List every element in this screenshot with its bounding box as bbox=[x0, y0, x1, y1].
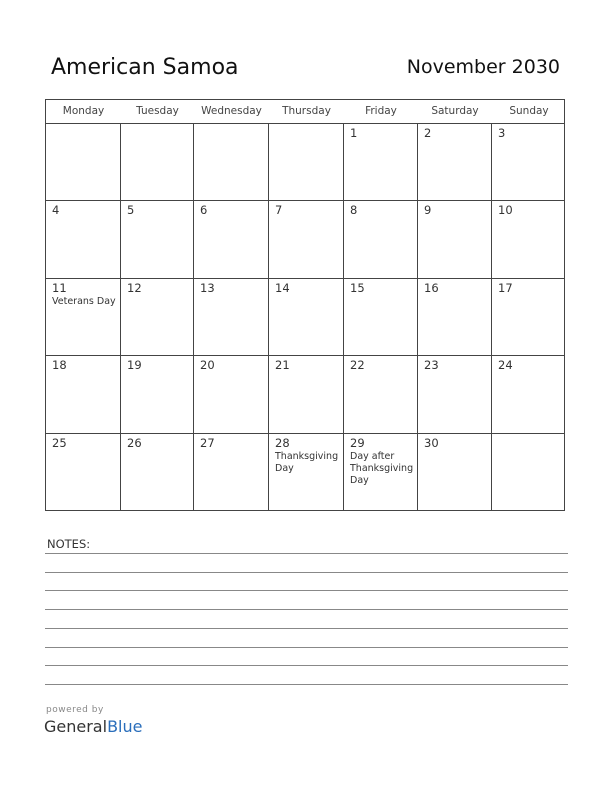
day-number: 17 bbox=[498, 281, 513, 295]
weekday-thursday: Thursday bbox=[282, 105, 331, 117]
day-cell bbox=[194, 279, 269, 356]
day-cell bbox=[121, 356, 194, 434]
day-number: 9 bbox=[424, 203, 432, 217]
note-line bbox=[45, 628, 568, 629]
day-number: 27 bbox=[200, 436, 215, 450]
day-cell bbox=[269, 201, 344, 279]
day-cell bbox=[344, 279, 418, 356]
day-cell bbox=[418, 201, 492, 279]
day-number: 13 bbox=[200, 281, 215, 295]
day-cell bbox=[269, 279, 344, 356]
day-cell bbox=[46, 434, 121, 511]
day-number: 28 bbox=[275, 436, 290, 450]
note-line bbox=[45, 572, 568, 573]
day-cell bbox=[492, 124, 566, 201]
weekday-wednesday: Wednesday bbox=[201, 105, 262, 117]
day-cell bbox=[121, 201, 194, 279]
day-cell bbox=[492, 279, 566, 356]
note-line bbox=[45, 647, 568, 648]
day-number: 20 bbox=[200, 358, 215, 372]
weekday-sunday: Sunday bbox=[509, 105, 549, 117]
notes-label: NOTES: bbox=[47, 537, 91, 551]
day-number: 15 bbox=[350, 281, 365, 295]
day-number: 6 bbox=[200, 203, 208, 217]
day-number: 21 bbox=[275, 358, 290, 372]
day-cell bbox=[121, 434, 194, 511]
day-number: 5 bbox=[127, 203, 135, 217]
calendar-grid bbox=[45, 99, 565, 511]
note-line bbox=[45, 684, 568, 685]
day-number: 30 bbox=[424, 436, 439, 450]
note-line bbox=[45, 665, 568, 666]
weekday-friday: Friday bbox=[365, 105, 397, 117]
month-year-title: November 2030 bbox=[406, 56, 560, 78]
weekday-monday: Monday bbox=[62, 105, 105, 117]
day-number: 19 bbox=[127, 358, 142, 372]
brand-logo-part1: General bbox=[44, 717, 108, 736]
note-line bbox=[45, 553, 568, 554]
holiday-label: Veterans Day bbox=[52, 296, 116, 307]
day-number: 22 bbox=[350, 358, 365, 372]
day-cell bbox=[269, 356, 344, 434]
day-number: 16 bbox=[424, 281, 439, 295]
day-number: 23 bbox=[424, 358, 439, 372]
day-cell bbox=[46, 201, 121, 279]
brand-logo-part2: Blue bbox=[107, 717, 143, 736]
day-cell bbox=[269, 124, 344, 201]
holiday-label: Thanksgiving Day bbox=[275, 451, 339, 474]
page-title: American Samoa bbox=[51, 55, 239, 80]
day-number: 3 bbox=[498, 126, 506, 140]
day-number: 11 bbox=[52, 281, 67, 295]
day-number: 12 bbox=[127, 281, 142, 295]
day-cell bbox=[492, 356, 566, 434]
holiday-label: Day after Thanksgiving Day bbox=[350, 451, 414, 486]
day-number: 8 bbox=[350, 203, 358, 217]
day-number: 18 bbox=[52, 358, 67, 372]
day-cell bbox=[492, 434, 566, 511]
note-line bbox=[45, 590, 568, 591]
brand-logo bbox=[44, 717, 142, 736]
day-cell bbox=[418, 124, 492, 201]
day-number: 14 bbox=[275, 281, 290, 295]
day-number: 4 bbox=[52, 203, 60, 217]
day-cell bbox=[121, 124, 194, 201]
day-cell bbox=[418, 434, 492, 511]
day-cell bbox=[194, 356, 269, 434]
day-cell bbox=[46, 279, 121, 356]
powered-by-text: powered by bbox=[46, 705, 104, 715]
day-cell bbox=[492, 201, 566, 279]
day-cell bbox=[418, 356, 492, 434]
note-line bbox=[45, 609, 568, 610]
weekday-header-row bbox=[46, 100, 564, 124]
day-number: 7 bbox=[275, 203, 283, 217]
day-cell bbox=[344, 356, 418, 434]
day-number: 24 bbox=[498, 358, 513, 372]
day-number: 2 bbox=[424, 126, 432, 140]
day-cell bbox=[194, 124, 269, 201]
day-cell bbox=[46, 356, 121, 434]
weekday-saturday: Saturday bbox=[431, 105, 479, 117]
day-number: 26 bbox=[127, 436, 142, 450]
day-cell bbox=[194, 201, 269, 279]
day-cell bbox=[418, 279, 492, 356]
weekday-tuesday: Tuesday bbox=[136, 105, 179, 117]
day-number: 25 bbox=[52, 436, 67, 450]
day-cell bbox=[194, 434, 269, 511]
day-cell bbox=[344, 201, 418, 279]
day-cell bbox=[121, 279, 194, 356]
day-number: 29 bbox=[350, 436, 365, 450]
day-cell bbox=[46, 124, 121, 201]
day-number: 10 bbox=[498, 203, 513, 217]
day-cell bbox=[344, 434, 418, 511]
day-cell bbox=[269, 434, 344, 511]
day-cell bbox=[344, 124, 418, 201]
day-number: 1 bbox=[350, 126, 358, 140]
